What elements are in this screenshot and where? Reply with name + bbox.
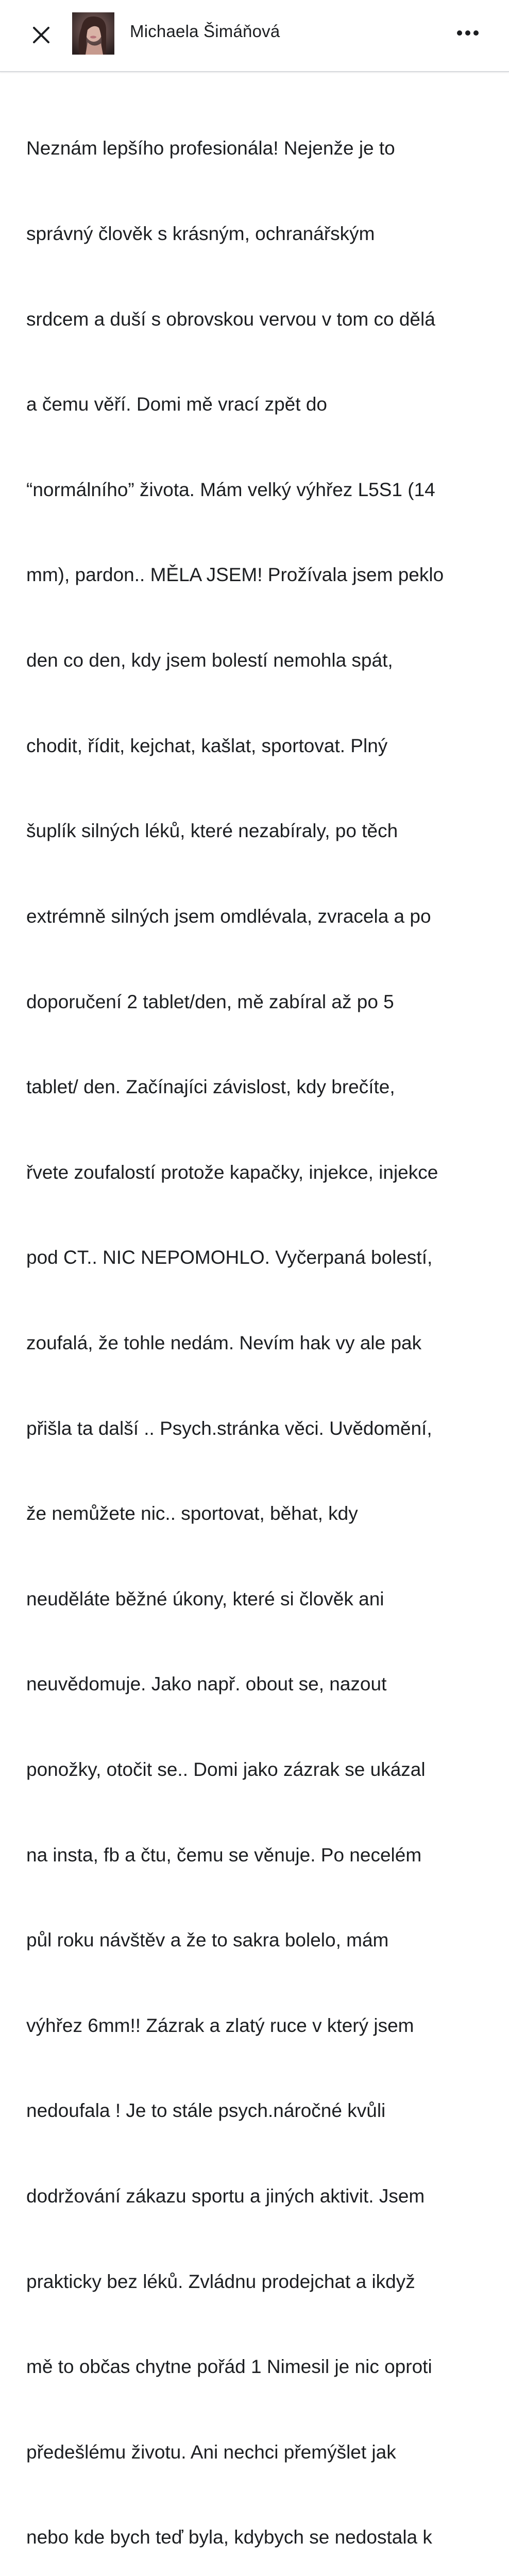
post-text-line: nedoufala ! Je to stále psych.náročné kvůli [26, 2100, 386, 2122]
post-text-line: správný člověk s krásným, ochranářským [26, 223, 375, 245]
post-text-line: pod CT.. NIC NEPOMOHLO. Vyčerpaná bolestí, [26, 1247, 433, 1268]
author-name[interactable]: Michaela Šimáňová [130, 22, 280, 41]
post-text-line: na insta, fb a čtu, čemu se věnuje. Po necelém [26, 1844, 422, 1866]
post-text-line: mm), pardon.. MĚLA JSEM! Prožívala jsem peklo [26, 564, 444, 586]
post-text-line: výhřez 6mm!! Zázrak a zlatý ruce v který jsem [26, 2014, 414, 2036]
post-text-line: šuplík silných léků, které nezabíraly, po těch [26, 820, 398, 842]
post-text-line: zoufalá, že tohle nedám. Nevím hak vy ale pak [26, 1332, 422, 1353]
post-text-line: chodit, řídit, kejchat, kašlat, sportovat. Plný [26, 735, 388, 756]
post-text-line: extrémně silných jsem omdlévala, zvracela a po [26, 905, 431, 927]
post-text-line: srdcem a duší s obrovskou vervou v tom co dělá [26, 308, 435, 330]
post-text-line: doporučení 2 tablet/den, mě zabíral až po 5 [26, 991, 394, 1012]
post-text-line: půl roku návštěv a že to sakra bolelo, mám [26, 1929, 389, 1951]
post-text-line: mě to občas chytne pořád 1 Nimesil je nic oproti [26, 2356, 432, 2378]
post-text-line: ponožky, otočit se.. Domi jako zázrak se ukázal [26, 1758, 426, 1780]
post-text-line: den co den, kdy jsem bolestí nemohla spát, [26, 650, 393, 671]
close-icon [32, 26, 50, 44]
post-text-line: neuděláte běžné úkony, které si člověk ani [26, 1588, 384, 1609]
post-text-line: řvete zoufalostí protože kapačky, injekce, injekce [26, 1161, 438, 1183]
post-text [26, 77, 490, 2576]
more-horizontal-icon [456, 30, 479, 36]
post-text-line: že nemůžete nic.. sportovat, běhat, kdy [26, 1503, 358, 1524]
post-text-line: tablet/ den. Začínajíci závislost, kdy brečíte, [26, 1076, 395, 1098]
post-text-line: a čemu věří. Domi mě vrací zpět do [26, 394, 327, 415]
more-options-button[interactable] [451, 23, 484, 43]
close-button[interactable] [27, 21, 56, 49]
post-text-line: předešlému životu. Ani nechci přemýšlet jak [26, 2441, 396, 2463]
post-text-line: dodržování zákazu sportu a jiných aktivit. Jsem [26, 2185, 425, 2207]
post-text-line: Neznám lepšího profesionála! Nejenže je to [26, 138, 395, 159]
post-text-line: nebo kde bych teď byla, kdybych se nedostala k [26, 2527, 432, 2548]
post-text-line: prakticky bez léků. Zvládnu prodejchat a ikdyž [26, 2270, 415, 2292]
post-text-line: “normálního” života. Mám velký výhřez L5S1 (14 [26, 479, 435, 500]
post-text-line: přišla ta další .. Psych.stránka věci. Uvědomění, [26, 1417, 432, 1439]
avatar[interactable] [72, 12, 114, 55]
post-header [0, 0, 509, 72]
post-text-line: neuvědomuje. Jako např. obout se, nazout [26, 1673, 387, 1695]
